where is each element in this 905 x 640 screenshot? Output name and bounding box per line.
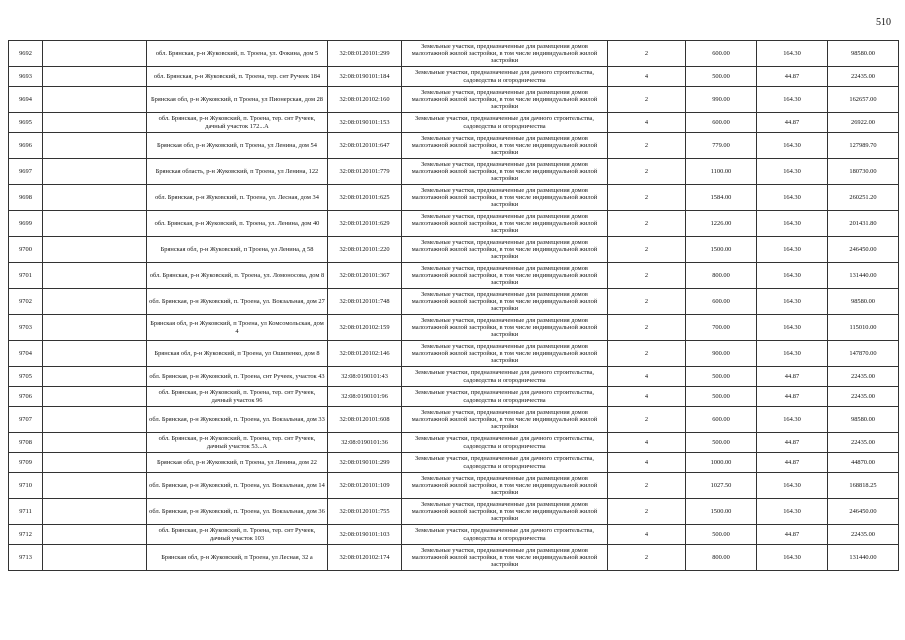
cadastral-number-cell: 32:08:0190101:36 <box>328 433 402 453</box>
area-cell: 1000.00 <box>686 453 757 473</box>
address-cell: Брянская обл, р-н Жуковский, п Троена, ул Ленина, дом 22 <box>147 453 328 473</box>
group-cell: 4 <box>608 367 686 387</box>
rate-cell: 44.87 <box>757 525 828 545</box>
cadastral-number-cell: 32:08:0120101:755 <box>328 499 402 525</box>
row-number: 9699 <box>9 211 43 237</box>
area-cell: 600.00 <box>686 289 757 315</box>
group-cell: 2 <box>608 237 686 263</box>
cadastral-number-cell: 32:08:0120101:748 <box>328 289 402 315</box>
land-use-cell: Земельные участки, предназначенные для дачного строительства, садоводства и огородничества <box>402 433 608 453</box>
address-cell: обл. Брянская, р-н Жуковский, п. Троена, тер. снт Ручеек, дачный участок 96 <box>147 387 328 407</box>
rate-cell: 164.30 <box>757 87 828 113</box>
land-use-cell: Земельные участки, предназначенные для дачного строительства, садоводства и огородничества <box>402 367 608 387</box>
land-use-cell: Земельные участки, предназначенные для дачного строительства, садоводства и огородничества <box>402 67 608 87</box>
cadastral-value-cell: 147870.00 <box>828 341 899 367</box>
row-number: 9695 <box>9 113 43 133</box>
table-row <box>9 433 899 453</box>
cadastral-value-cell: 127989.70 <box>828 133 899 159</box>
area-cell: 900.00 <box>686 341 757 367</box>
area-cell: 990.00 <box>686 87 757 113</box>
address-cell: Брянская обл, р-н Жуковский, п Троена, ул Лесная, 32 а <box>147 545 328 571</box>
cadastral-number-cell: 32:08:0120101:779 <box>328 159 402 185</box>
land-use-cell: Земельные участки, предназначенные для размещения домов малоэтажной жилой застройки, в том числе индивидуальной жилой застройки <box>402 41 608 67</box>
cadastral-value-cell: 98580.00 <box>828 407 899 433</box>
rate-cell: 164.30 <box>757 545 828 571</box>
table-body <box>9 41 899 571</box>
land-use-cell: Земельные участки, предназначенные для размещения домов малоэтажной жилой застройки, в том числе индивидуальной жилой застройки <box>402 545 608 571</box>
spacer-cell <box>43 159 147 185</box>
rate-cell: 44.87 <box>757 453 828 473</box>
table-row <box>9 545 899 571</box>
land-use-cell: Земельные участки, предназначенные для размещения домов малоэтажной жилой застройки, в том числе индивидуальной жилой застройки <box>402 473 608 499</box>
rate-cell: 164.30 <box>757 41 828 67</box>
spacer-cell <box>43 407 147 433</box>
spacer-cell <box>43 315 147 341</box>
cadastral-number-cell: 32:08:0120101:299 <box>328 41 402 67</box>
row-number: 9712 <box>9 525 43 545</box>
area-cell: 1027.50 <box>686 473 757 499</box>
cadastral-value-cell: 168818.25 <box>828 473 899 499</box>
cadastral-number-cell: 32:08:0190101:184 <box>328 67 402 87</box>
table-row <box>9 341 899 367</box>
rate-cell: 164.30 <box>757 473 828 499</box>
row-number: 9694 <box>9 87 43 113</box>
cadastral-value-cell: 201431.80 <box>828 211 899 237</box>
group-cell: 2 <box>608 341 686 367</box>
row-number: 9697 <box>9 159 43 185</box>
land-use-cell: Земельные участки, предназначенные для размещения домов малоэтажной жилой застройки, в том числе индивидуальной жилой застройки <box>402 341 608 367</box>
rate-cell: 164.30 <box>757 185 828 211</box>
cadastral-number-cell: 32:08:0120102:159 <box>328 315 402 341</box>
group-cell: 4 <box>608 67 686 87</box>
cadastral-number-cell: 32:08:0190101:96 <box>328 387 402 407</box>
address-cell: обл. Брянская, р-н Жуковский, п. Троена, тер. снт Ручеек 184 <box>147 67 328 87</box>
spacer-cell <box>43 341 147 367</box>
cadastral-value-cell: 22435.00 <box>828 525 899 545</box>
table-row <box>9 407 899 433</box>
address-cell: обл. Брянская, р-н Жуковский, п. Троена, тер. снт Ручеек, дачный участок 172...А <box>147 113 328 133</box>
address-cell: обл. Брянская, р-н Жуковский, п. Троена, ул. Лесная, дом 34 <box>147 185 328 211</box>
table-row <box>9 237 899 263</box>
cadastral-value-cell: 131440.00 <box>828 263 899 289</box>
table-row <box>9 387 899 407</box>
table-row <box>9 525 899 545</box>
table-row <box>9 289 899 315</box>
spacer-cell <box>43 545 147 571</box>
row-number: 9706 <box>9 387 43 407</box>
rate-cell: 44.87 <box>757 433 828 453</box>
cadastral-number-cell: 32:08:0120101:220 <box>328 237 402 263</box>
land-use-cell: Земельные участки, предназначенные для размещения домов малоэтажной жилой застройки, в том числе индивидуальной жилой застройки <box>402 185 608 211</box>
address-cell: обл. Брянская, р-н Жуковский, п. Троена, ул. Вокзальная, дом 27 <box>147 289 328 315</box>
cadastral-value-cell: 98580.00 <box>828 41 899 67</box>
land-use-cell: Земельные участки, предназначенные для размещения домов малоэтажной жилой застройки, в том числе индивидуальной жилой застройки <box>402 211 608 237</box>
group-cell: 2 <box>608 87 686 113</box>
cadastral-value-cell: 22435.00 <box>828 433 899 453</box>
land-use-cell: Земельные участки, предназначенные для дачного строительства, садоводства и огородничества <box>402 387 608 407</box>
area-cell: 800.00 <box>686 263 757 289</box>
row-number: 9709 <box>9 453 43 473</box>
rate-cell: 164.30 <box>757 211 828 237</box>
address-cell: обл. Брянская, р-н Жуковский, п. Троена, ул. Вокзальная, дом 14 <box>147 473 328 499</box>
land-use-cell: Земельные участки, предназначенные для размещения домов малоэтажной жилой застройки, в том числе индивидуальной жилой застройки <box>402 289 608 315</box>
area-cell: 779.00 <box>686 133 757 159</box>
row-number: 9710 <box>9 473 43 499</box>
land-use-cell: Земельные участки, предназначенные для размещения домов малоэтажной жилой застройки, в том числе индивидуальной жилой застройки <box>402 499 608 525</box>
cadastral-value-cell: 44870.00 <box>828 453 899 473</box>
address-cell: Брянская область, р-н Жуковский, п Троена, ул Ленина, 122 <box>147 159 328 185</box>
cadastral-number-cell: 32:08:0120102:174 <box>328 545 402 571</box>
area-cell: 1500.00 <box>686 237 757 263</box>
row-number: 9698 <box>9 185 43 211</box>
land-use-cell: Земельные участки, предназначенные для дачного строительства, садоводства и огородничества <box>402 113 608 133</box>
cadastral-value-cell: 22435.00 <box>828 367 899 387</box>
rate-cell: 44.87 <box>757 387 828 407</box>
cadastral-value-cell: 98580.00 <box>828 289 899 315</box>
table-row <box>9 473 899 499</box>
area-cell: 500.00 <box>686 387 757 407</box>
table-row <box>9 133 899 159</box>
group-cell: 4 <box>608 433 686 453</box>
land-use-cell: Земельные участки, предназначенные для размещения домов малоэтажной жилой застройки, в том числе индивидуальной жилой застройки <box>402 407 608 433</box>
spacer-cell <box>43 237 147 263</box>
page-number: 510 <box>876 17 891 28</box>
spacer-cell <box>43 133 147 159</box>
address-cell: Брянская обл, р-н Жуковский, п Троена, ул Ошипенко, дом 8 <box>147 341 328 367</box>
group-cell: 4 <box>608 113 686 133</box>
cadastral-value-cell: 246450.00 <box>828 237 899 263</box>
row-number: 9696 <box>9 133 43 159</box>
row-number: 9702 <box>9 289 43 315</box>
row-number: 9700 <box>9 237 43 263</box>
table-row <box>9 263 899 289</box>
spacer-cell <box>43 289 147 315</box>
spacer-cell <box>43 41 147 67</box>
group-cell: 4 <box>608 453 686 473</box>
address-cell: обл. Брянская, р-н Жуковский, п. Троена, ул. Фокина, дом 5 <box>147 41 328 67</box>
row-number: 9708 <box>9 433 43 453</box>
row-number: 9693 <box>9 67 43 87</box>
rate-cell: 164.30 <box>757 133 828 159</box>
spacer-cell <box>43 433 147 453</box>
address-cell: обл. Брянская, р-н Жуковский, п. Троена, ул. Вокзальная, дом 33 <box>147 407 328 433</box>
table-row <box>9 41 899 67</box>
spacer-cell <box>43 499 147 525</box>
row-number: 9707 <box>9 407 43 433</box>
rate-cell: 164.30 <box>757 263 828 289</box>
row-number: 9701 <box>9 263 43 289</box>
table-row <box>9 87 899 113</box>
area-cell: 600.00 <box>686 407 757 433</box>
area-cell: 600.00 <box>686 113 757 133</box>
land-use-cell: Земельные участки, предназначенные для размещения домов малоэтажной жилой застройки, в том числе индивидуальной жилой застройки <box>402 237 608 263</box>
table-row <box>9 67 899 87</box>
table-row <box>9 185 899 211</box>
table-row <box>9 367 899 387</box>
spacer-cell <box>43 211 147 237</box>
land-use-cell: Земельные участки, предназначенные для размещения домов малоэтажной жилой застройки, в том числе индивидуальной жилой застройки <box>402 133 608 159</box>
area-cell: 600.00 <box>686 41 757 67</box>
table-row <box>9 453 899 473</box>
table-row <box>9 159 899 185</box>
spacer-cell <box>43 87 147 113</box>
address-cell: обл. Брянская, р-н Жуковский, п. Троена, ул. Ломоносова, дом 8 <box>147 263 328 289</box>
group-cell: 4 <box>608 387 686 407</box>
address-cell: Брянская обл, р-н Жуковский, п Троена, ул Ленина, д 58 <box>147 237 328 263</box>
area-cell: 1100.00 <box>686 159 757 185</box>
rate-cell: 164.30 <box>757 499 828 525</box>
rate-cell: 164.30 <box>757 289 828 315</box>
cadastral-value-cell: 115010.00 <box>828 315 899 341</box>
area-cell: 1584.00 <box>686 185 757 211</box>
area-cell: 800.00 <box>686 545 757 571</box>
cadastral-number-cell: 32:08:0120101:625 <box>328 185 402 211</box>
cadastral-number-cell: 32:08:0190101:299 <box>328 453 402 473</box>
group-cell: 2 <box>608 185 686 211</box>
cadastral-value-cell: 180730.00 <box>828 159 899 185</box>
spacer-cell <box>43 473 147 499</box>
group-cell: 4 <box>608 525 686 545</box>
rate-cell: 164.30 <box>757 159 828 185</box>
rate-cell: 164.30 <box>757 237 828 263</box>
land-use-cell: Земельные участки, предназначенные для дачного строительства, садоводства и огородничества <box>402 453 608 473</box>
spacer-cell <box>43 185 147 211</box>
cadastral-value-cell: 22435.00 <box>828 387 899 407</box>
address-cell: обл. Брянская, р-н Жуковский, п. Троена, тер. снт Ручеек, дачный участок 53...А <box>147 433 328 453</box>
address-cell: Брянская обл, р-н Жуковский, п Троена, ул Ленина, дом 54 <box>147 133 328 159</box>
group-cell: 2 <box>608 133 686 159</box>
spacer-cell <box>43 387 147 407</box>
group-cell: 2 <box>608 407 686 433</box>
table-row <box>9 211 899 237</box>
cadastral-value-cell: 246450.00 <box>828 499 899 525</box>
group-cell: 2 <box>608 289 686 315</box>
row-number: 9692 <box>9 41 43 67</box>
row-number: 9703 <box>9 315 43 341</box>
cadastral-value-cell: 162657.00 <box>828 87 899 113</box>
land-use-cell: Земельные участки, предназначенные для размещения домов малоэтажной жилой застройки, в том числе индивидуальной жилой застройки <box>402 263 608 289</box>
cadastral-number-cell: 32:08:0190101:103 <box>328 525 402 545</box>
table-row <box>9 113 899 133</box>
cadastral-number-cell: 32:08:0120102:146 <box>328 341 402 367</box>
rate-cell: 44.87 <box>757 367 828 387</box>
spacer-cell <box>43 263 147 289</box>
address-cell: Брянская обл, р-н Жуковский, п Троена, ул Пионерская, дом 28 <box>147 87 328 113</box>
spacer-cell <box>43 453 147 473</box>
group-cell: 2 <box>608 315 686 341</box>
spacer-cell <box>43 525 147 545</box>
rate-cell: 164.30 <box>757 341 828 367</box>
address-cell: обл. Брянская, р-н Жуковский, п. Троена, ул. Вокзальная, дом 36 <box>147 499 328 525</box>
address-cell: обл. Брянская, р-н Жуковский, п. Троена, тер. снт Ручеек, дачный участок 103 <box>147 525 328 545</box>
area-cell: 500.00 <box>686 525 757 545</box>
rate-cell: 44.87 <box>757 67 828 87</box>
spacer-cell <box>43 367 147 387</box>
table-row <box>9 315 899 341</box>
rate-cell: 164.30 <box>757 407 828 433</box>
cadastral-number-cell: 32:08:0190101:153 <box>328 113 402 133</box>
rate-cell: 164.30 <box>757 315 828 341</box>
group-cell: 2 <box>608 211 686 237</box>
group-cell: 2 <box>608 41 686 67</box>
row-number: 9713 <box>9 545 43 571</box>
rate-cell: 44.87 <box>757 113 828 133</box>
cadastral-value-cell: 260251.20 <box>828 185 899 211</box>
land-use-cell: Земельные участки, предназначенные для размещения домов малоэтажной жилой застройки, в том числе индивидуальной жилой застройки <box>402 87 608 113</box>
address-cell: обл. Брянская, р-н Жуковский, п. Троена, ул. Ленина, дом 40 <box>147 211 328 237</box>
area-cell: 700.00 <box>686 315 757 341</box>
land-registry-table <box>8 40 899 571</box>
area-cell: 500.00 <box>686 367 757 387</box>
cadastral-value-cell: 26922.00 <box>828 113 899 133</box>
group-cell: 2 <box>608 545 686 571</box>
address-cell: Брянская обл, р-н Жуковский, п Троена, ул Комсомольская, дом 4 <box>147 315 328 341</box>
cadastral-number-cell: 32:08:0120101:608 <box>328 407 402 433</box>
group-cell: 2 <box>608 499 686 525</box>
area-cell: 1226.00 <box>686 211 757 237</box>
group-cell: 2 <box>608 159 686 185</box>
area-cell: 500.00 <box>686 433 757 453</box>
cadastral-number-cell: 32:08:0120101:109 <box>328 473 402 499</box>
spacer-cell <box>43 67 147 87</box>
cadastral-value-cell: 131440.00 <box>828 545 899 571</box>
area-cell: 500.00 <box>686 67 757 87</box>
cadastral-number-cell: 32:08:0190101:43 <box>328 367 402 387</box>
spacer-cell <box>43 113 147 133</box>
table-row <box>9 499 899 525</box>
area-cell: 1500.00 <box>686 499 757 525</box>
cadastral-value-cell: 22435.00 <box>828 67 899 87</box>
cadastral-number-cell: 32:08:0120102:160 <box>328 87 402 113</box>
cadastral-number-cell: 32:08:0120101:367 <box>328 263 402 289</box>
row-number: 9705 <box>9 367 43 387</box>
address-cell: обл. Брянская, р-н Жуковский, п. Троена, снт Ручеек, участок 43 <box>147 367 328 387</box>
row-number: 9704 <box>9 341 43 367</box>
cadastral-number-cell: 32:08:0120101:629 <box>328 211 402 237</box>
land-use-cell: Земельные участки, предназначенные для дачного строительства, садоводства и огородничества <box>402 525 608 545</box>
group-cell: 2 <box>608 473 686 499</box>
group-cell: 2 <box>608 263 686 289</box>
row-number: 9711 <box>9 499 43 525</box>
land-use-cell: Земельные участки, предназначенные для размещения домов малоэтажной жилой застройки, в том числе индивидуальной жилой застройки <box>402 159 608 185</box>
land-use-cell: Земельные участки, предназначенные для размещения домов малоэтажной жилой застройки, в том числе индивидуальной жилой застройки <box>402 315 608 341</box>
cadastral-number-cell: 32:08:0120101:647 <box>328 133 402 159</box>
